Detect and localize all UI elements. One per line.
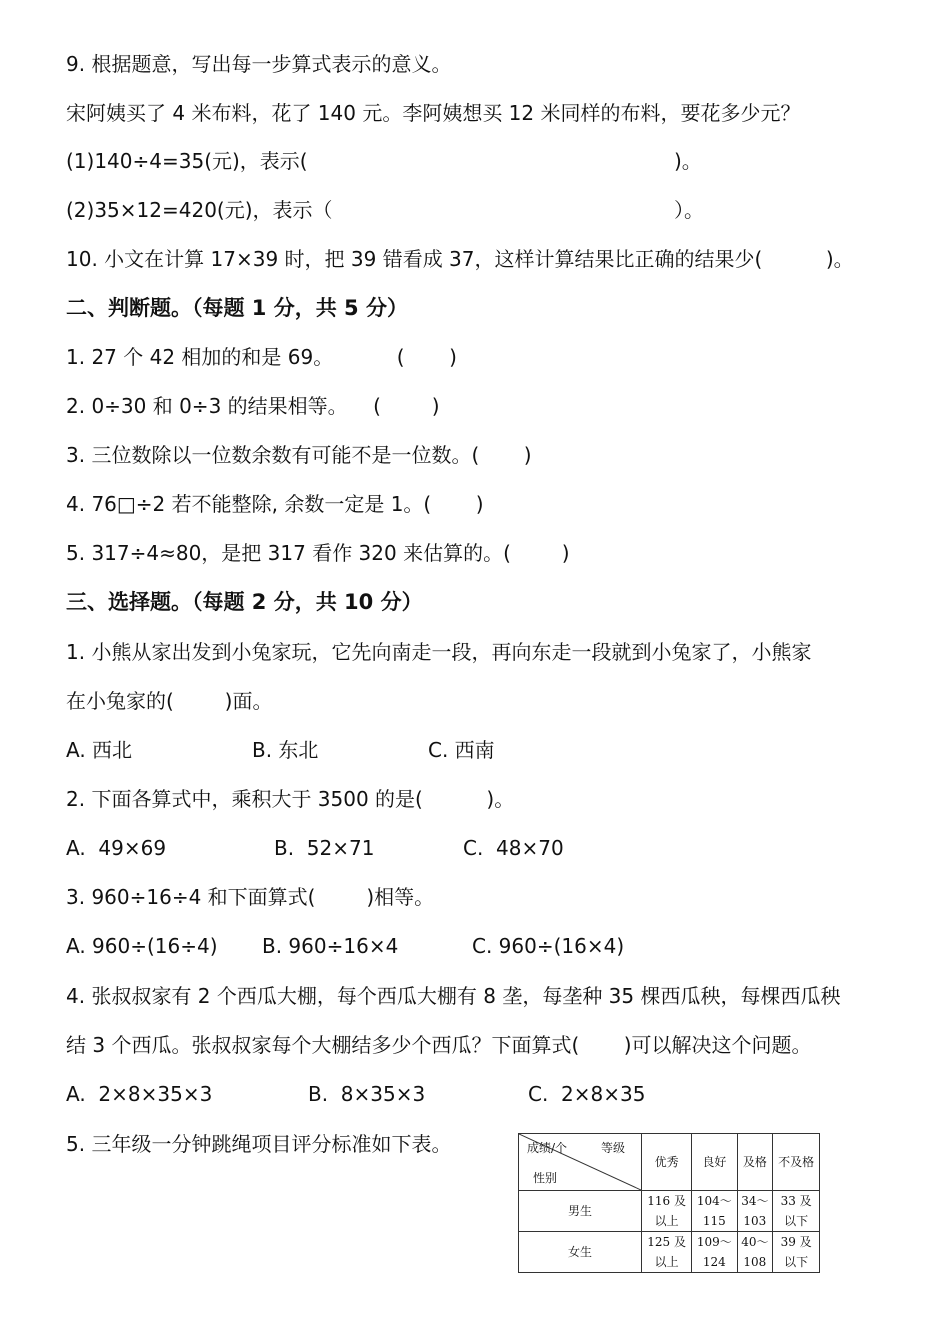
choice-q3-option-b: B. 960÷16×4 (262, 934, 399, 958)
q10-text: 10. 小文在计算 17×39 时，把 39 错看成 37，这样计算结果比正确的结果少( )。 (66, 247, 854, 271)
q9-step2-right: ）。 (674, 198, 704, 222)
q9-step2 (66, 196, 333, 224)
choice-q1-option-c: C. 西南 (428, 738, 495, 762)
table-cell: 40～ 108 (737, 1232, 773, 1273)
choice-q2-option-b: B. 52×71 (274, 836, 375, 860)
q9-problem: 宋阿姨买了 4 米布料，花了 140 元。李阿姨想买 12 米同样的布料，要花多少元？ (66, 101, 801, 125)
choice-q4-line2: 结 3 个西瓜。张叔叔家每个大棚结多少个西瓜？下面算式( )可以解决这个问题。 (66, 1033, 812, 1057)
choice-q3-text: 3. 960÷16÷4 和下面算式( )相等。 (66, 885, 435, 909)
judge-item-4: 4. 76□÷2 若不能整除, 余数一定是 1。( ) (66, 492, 484, 516)
q9-title: 9. 根据题意，写出每一步算式表示的意义。 (66, 52, 452, 76)
choice-q3-option-a: A. 960÷(16÷4) (66, 934, 218, 958)
choice-q2-option-a: A. 49×69 (66, 836, 167, 860)
judge-item-3: 3. 三位数除以一位数余数有可能不是一位数。( ) (66, 443, 532, 467)
choice-q5-text: 5. 三年级一分钟跳绳项目评分标准如下表。 (66, 1132, 452, 1156)
choice-q1-line2: 在小兔家的( )面。 (66, 689, 273, 713)
table-row (519, 1232, 820, 1273)
corner-score-label: 成绩/个 (527, 1141, 568, 1155)
table-cell: 116 及 以上 (642, 1191, 692, 1232)
table-cell: 33 及 以下 (773, 1191, 820, 1232)
column-header: 优秀 (642, 1134, 692, 1191)
corner-grade-label: 等级 (600, 1141, 625, 1155)
q9-step1 (66, 147, 308, 175)
table-corner-header (519, 1134, 642, 1191)
table-cell: 109～ 124 (692, 1232, 737, 1273)
judge-item-5: 5. 317÷4≈80，是把 317 看作 320 来估算的。( ) (66, 541, 570, 565)
choice-q4-option-a: A. 2×8×35×3 (66, 1082, 213, 1106)
section3-title: 三、选择题。（每题 2 分，共 10 分） (66, 590, 423, 614)
choice-q3-option-c: C. 960÷(16×4) (472, 934, 625, 958)
choice-q1-line1: 1. 小熊从家出发到小兔家玩，它先向南走一段，再向东走一段就到小兔家了，小熊家 (66, 640, 812, 664)
judge-item-1: 1. 27 个 42 相加的和是 69。 ( ) (66, 345, 457, 369)
q9-step1-right: )。 (674, 149, 702, 173)
table-cell: 125 及 以上 (642, 1232, 692, 1273)
section2-title: 二、判断题。（每题 1 分，共 5 分） (66, 296, 408, 320)
choice-q4-option-b: B. 8×35×3 (308, 1082, 426, 1106)
table-cell: 104～ 115 (692, 1191, 737, 1232)
choice-q1-option-a: A. 西北 (66, 738, 133, 762)
column-header: 不及格 (773, 1134, 820, 1191)
table-row (519, 1191, 820, 1232)
q9-step2-left: (2)35×12=420(元)，表示（ (66, 198, 333, 222)
choice-q4-line1: 4. 张叔叔家有 2 个西瓜大棚，每个西瓜大棚有 8 垄，每垄种 35 棵西瓜秧，每棵西瓜秧 (66, 984, 841, 1008)
jump-rope-score-table (518, 1133, 820, 1273)
table-cell: 34～ 103 (737, 1191, 773, 1232)
row-gender-label: 男生 (519, 1191, 642, 1232)
choice-q1-option-b: B. 东北 (252, 738, 319, 762)
choice-q2-option-c: C. 48×70 (463, 836, 564, 860)
row-gender-label: 女生 (519, 1232, 642, 1273)
column-header: 及格 (737, 1134, 773, 1191)
column-header: 良好 (692, 1134, 737, 1191)
table-cell: 39 及 以下 (773, 1232, 820, 1273)
judge-item-2: 2. 0÷30 和 0÷3 的结果相等。 ( ) (66, 394, 440, 418)
corner-gender-label: 性别 (533, 1171, 558, 1185)
q9-step1-left: (1)140÷4=35(元)，表示( (66, 149, 308, 173)
choice-q2-text: 2. 下面各算式中，乘积大于 3500 的是( )。 (66, 787, 515, 811)
choice-q4-option-c: C. 2×8×35 (528, 1082, 646, 1106)
